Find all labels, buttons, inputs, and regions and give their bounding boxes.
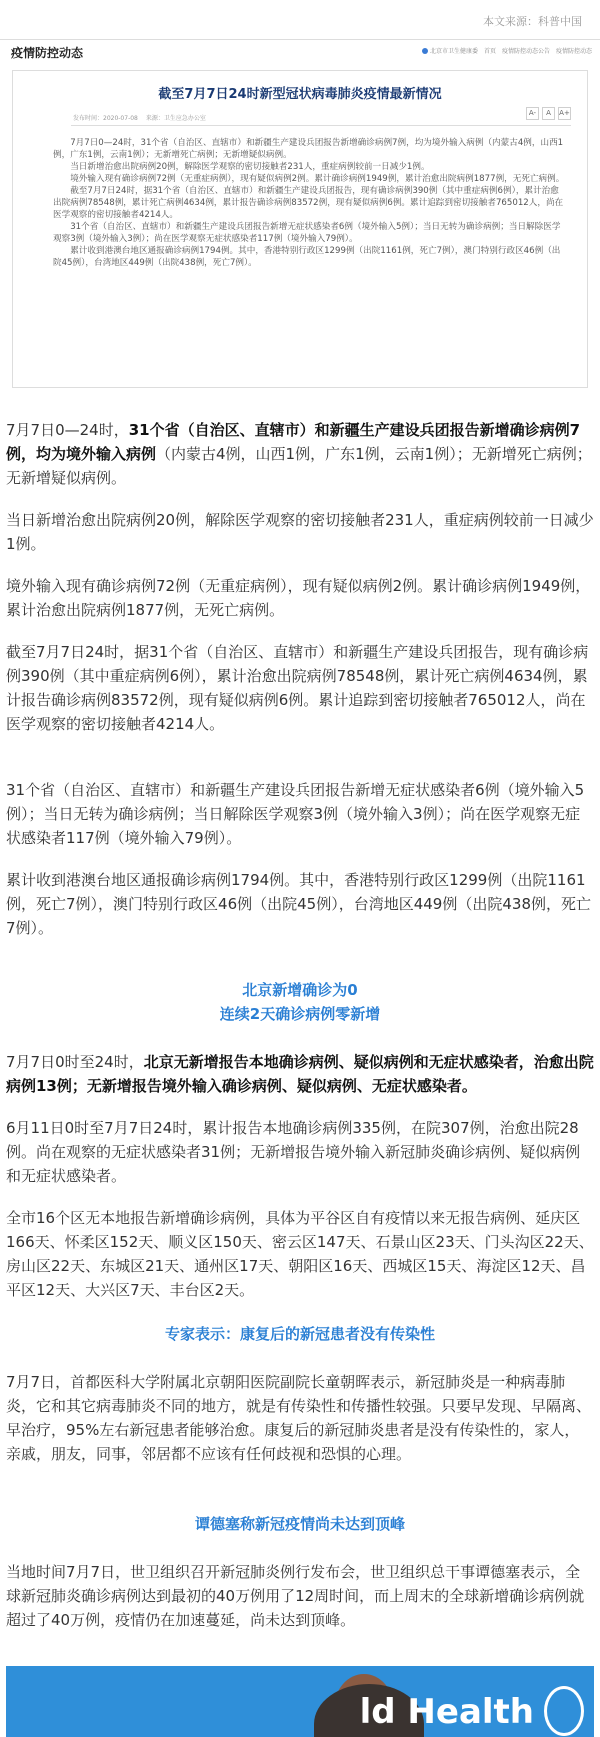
- heading-line: 连续2天确诊病例零新增: [219, 1005, 381, 1023]
- section-title: 疫情防控动态: [11, 46, 84, 60]
- source-label: 本文来源：科普中国: [483, 15, 582, 28]
- paragraph-beijing-cumulative: 6月11日0时至7月7日24时，累计报告本地确诊病例335例，在院307例，治愈出院28例。尚在观察的无症状感染者31例；无新增报告境外输入新冠肺炎确诊病例、疑似病例和无症状感染者。: [6, 1119, 581, 1185]
- section-heading-expert: 专家表示：康复后的新冠患者没有传染性: [164, 1325, 435, 1343]
- paragraph-asymptomatic: 31个省（自治区、直辖市）和新疆生产建设兵团报告新增无症状感染者6例（境外输入5例）；当日无转为确诊病例；当日解除医学观察3例（境外输入3例）；尚在医学观察无症状感染者117例（境外输入79例）。: [6, 781, 585, 847]
- text-span: （内蒙古4例，山西1例，广东1例，云南1例）；无新增死亡病例；无新增疑似病例。: [6, 445, 592, 487]
- who-press-photo: [6, 1666, 594, 1737]
- article-paragraph: 7月7日0—24时，31个省（自治区、直辖市）和新疆生产建设兵团报告新增确诊病例7例，均为境外输入病例（内蒙古4例，山西1例，广东1例，云南1例）；无新增死亡病例；无新增疑似病例。: [53, 138, 564, 160]
- paragraph-cumulative: 截至7月7日24时，据31个省（自治区、直辖市）和新疆生产建设兵团报告，现有确诊病例390例（其中重症病例6例），累计治愈出院病例78548例，累计死亡病例4634例，累计报告确诊病例83572例，现有疑似病例6例。累计追踪到密切接触者765012人，尚在医学观察的密切接触者4214人。: [6, 643, 589, 733]
- article-paragraph: 累计收到港澳台地区通报确诊病例1794例。其中，香港特别行政区1299例（出院1161例，死亡7例），澳门特别行政区46例（出院45例），台湾地区449例（出院438例，死亡7例）。: [53, 246, 561, 268]
- section-heading-beijing: [0, 978, 600, 1026]
- article-date: 发布时间：2020-07-08: [73, 115, 138, 122]
- breadcrumb-item-notices[interactable]: 疫情防控动态公告: [501, 48, 550, 55]
- paragraph-who: 当地时间7月7日，世卫组织召开新冠肺炎例行发布会，世卫组织总干事谭德塞表示，全球新冠肺炎确诊病例达到最初的40万例用了12周时间，而上周末的全球新增确诊病例就超过了40万例，疫情仍在加速蔓延，尚未达到顶峰。: [6, 1563, 585, 1629]
- breadcrumb-item-site[interactable]: 北京市卫生健康委: [422, 46, 478, 55]
- article-paragraph: 31个省（自治区、直辖市）和新疆生产建设兵团报告新增无症状感染者6例（境外输入5例）；当日无转为确诊病例；当日解除医学观察3例（境外输入3例）；尚在医学观察无症状感染者117例（境外输入79例）。: [53, 222, 561, 244]
- section-heading-who: 谭德塞称新冠疫情尚未达到顶峰: [194, 1515, 405, 1533]
- photo-backdrop-text: ld Health: [359, 1692, 534, 1732]
- article-paragraph: 境外输入现有确诊病例72例（无重症病例），现有疑似病例2例。累计确诊病例1949例，累计治愈出院病例1877例，无死亡病例。: [70, 174, 565, 184]
- text-span: 7月7日0—24时，: [6, 421, 129, 439]
- article-body: [53, 137, 565, 269]
- breadcrumb: [422, 46, 592, 55]
- section-bar: [0, 40, 600, 62]
- font-default-button[interactable]: A: [542, 107, 555, 120]
- paragraph-districts: 全市16个区无本地报告新增确诊病例，具体为平谷区自有疫情以来无报告病例、延庆区166天、怀柔区152天、顺义区150天、密云区147天、石景山区23天、门头沟区22天、房山区22天、东城区21天、通州区17天、朝阳区16天、西城区15天、海淀区12天、昌平区12天、大兴区7天、丰台区2天。: [6, 1209, 594, 1299]
- paragraph-expert: 7月7日，首都医科大学附属北京朝阳医院副院长童朝晖表示，新冠肺炎是一种病毒肺炎，它和其它病毒肺炎不同的地方，就是有传染性和传播性较强。只要早发现、早隔离、早治疗，95%左右新冠患者能够治愈。康复后的新冠肺炎患者是没有传染性的，家人，亲戚，朋友，同事，邻居都不应该有任何歧视和恐惧的心理。: [6, 1373, 592, 1463]
- embedded-article-screenshot: [12, 70, 588, 388]
- font-decrease-button[interactable]: A-: [526, 107, 539, 120]
- source-bar: [0, 0, 600, 40]
- paragraph-recoveries: 当日新增治愈出院病例20例，解除医学观察的密切接触者231人，重症病例较前一日减少1例。: [6, 511, 594, 553]
- article-paragraph: 当日新增治愈出院病例20例，解除医学观察的密切接触者231人，重症病例较前一日减少1例。: [70, 162, 430, 172]
- who-emblem-icon: [544, 1686, 584, 1736]
- bold-span: 31个省（自治区、直辖市）和新疆生产建设兵团报告新增确诊病例7例，均为境外输入病例: [6, 421, 581, 463]
- paragraph-hk-macau-taiwan: 累计收到港澳台地区通报确诊病例1794例。其中，香港特别行政区1299例（出院1161例，死亡7例），澳门特别行政区46例（出院45例），台湾地区449例（出院438例，死亡7例）。: [6, 871, 591, 937]
- divider: [71, 125, 571, 126]
- bold-span: 北京无新增报告本地确诊病例、疑似病例和无症状感染者，治愈出院病例13例；无新增报告境外输入确诊病例、疑似病例、无症状感染者。: [6, 1053, 594, 1095]
- heading-line: 北京新增确诊为0: [242, 981, 358, 999]
- article-title: 截至7月7日24时新型冠状病毒肺炎疫情最新情况: [158, 87, 442, 102]
- paragraph-imported: 境外输入现有确诊病例72例（无重症病例），现有疑似病例2例。累计确诊病例1949例，累计治愈出院病例1877例，无死亡病例。: [6, 577, 591, 619]
- article-source: 来源：卫生应急办公室: [145, 115, 206, 122]
- breadcrumb-item-home[interactable]: 首页: [483, 48, 496, 55]
- breadcrumb-item-current: 疫情防控动态: [555, 48, 592, 55]
- text-span: 7月7日0时至24时，: [6, 1053, 144, 1071]
- location-icon: [422, 48, 428, 54]
- article-paragraph: 截至7月7日24时，据31个省（自治区、直辖市）和新疆生产建设兵团报告，现有确诊病例390例（其中重症病例6例），累计治愈出院病例78548例，累计死亡病例4634例，累计报告确诊病例83572例，现有疑似病例6例。累计追踪到密切接触者765012人，尚在医学观察的密切接触者4214人。: [53, 186, 564, 220]
- article-meta: [73, 113, 206, 122]
- font-increase-button[interactable]: A+: [558, 107, 571, 120]
- paragraph-beijing-daily: [6, 1050, 594, 1098]
- font-size-tools: [526, 107, 571, 120]
- paragraph-national-new-cases: [6, 418, 594, 490]
